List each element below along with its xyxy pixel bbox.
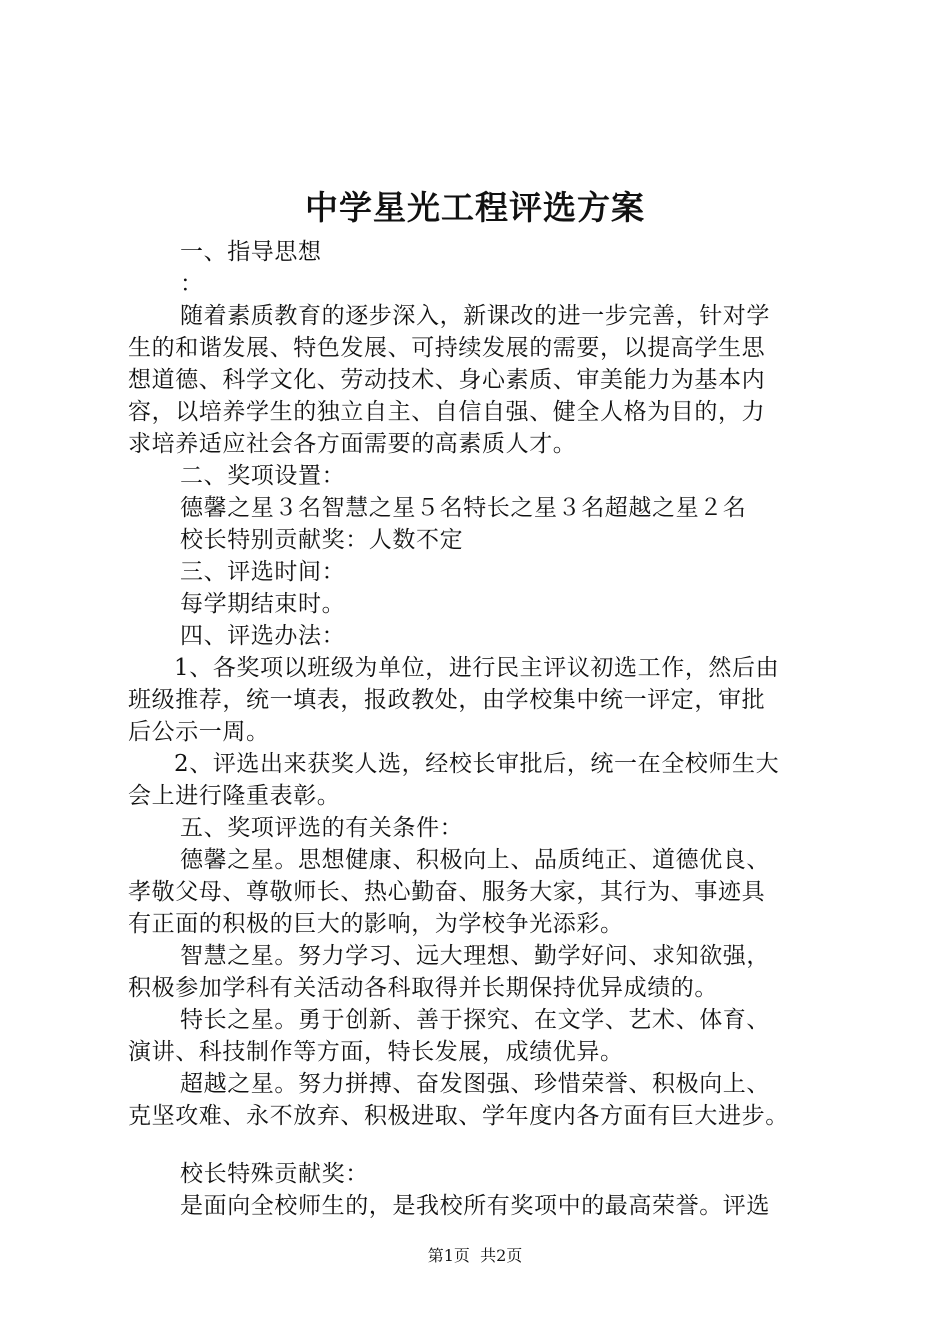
- paragraph-line: 后公示一周。: [128, 719, 270, 745]
- award-list-line: 德馨之星３名智慧之星５名特长之星３名超越之星２名: [180, 495, 747, 521]
- section-heading-award-settings: 二、奖项设置：: [180, 463, 346, 489]
- paragraph-line: 2、评选出来获奖人选，经校长审批后，统一在全校师生大: [174, 751, 780, 777]
- page-footer: 第1页 共2页: [427, 1246, 523, 1265]
- paragraph-line: 特长之星。勇于创新、善于探究、在文学、艺术、体育、: [180, 1007, 770, 1033]
- paragraph-line: 容，以培养学生的独立自主、自信自强、健全人格为目的，力: [128, 399, 766, 425]
- paragraph-line: 生的和谐发展、特色发展、可持续发展的需要，以提高学生思: [128, 335, 766, 361]
- paragraph-line: 想道德、科学文化、劳动技术、身心素质、审美能力为基本内: [128, 367, 766, 393]
- award-list-line: 校长特别贡献奖：人数不定: [180, 527, 464, 553]
- paragraph-line: 随着素质教育的逐步深入，新课改的进一步完善，针对学: [180, 303, 770, 329]
- paragraph-line: 有正面的积极的巨大的影响，为学校争光添彩。: [128, 911, 624, 937]
- paragraph-line: 班级推荐，统一填表，报政教处，由学校集中统一评定，审批: [128, 687, 766, 713]
- section-heading-selection-time: 三、评选时间：: [180, 559, 346, 585]
- paragraph-line: 每学期结束时。: [180, 591, 346, 617]
- paragraph-gap: [128, 1132, 838, 1158]
- section-heading-principal-award: 校长特殊贡献奖：: [180, 1161, 369, 1187]
- paragraph-line: 孝敬父母、尊敬师长、热心勤奋、服务大家，其行为、事迹具: [128, 879, 766, 905]
- paragraph-line: 是面向全校师生的，是我校所有奖项中的最高荣誉。评选: [180, 1193, 770, 1219]
- paragraph-line: 演讲、科技制作等方面，特长发展，成绩优异。: [128, 1039, 624, 1065]
- document-title: 中学星光工程评选方案: [305, 188, 645, 227]
- paragraph-line: 智慧之星。努力学习、远大理想、勤学好问、求知欲强，: [180, 943, 770, 969]
- paragraph-line: 超越之星。努力拼搏、奋发图强、珍惜荣誉、积极向上、: [180, 1071, 770, 1097]
- section-heading-selection-method: 四、评选办法：: [180, 623, 346, 649]
- paragraph-line: 1、各奖项以班级为单位，进行民主评议初选工作，然后由: [174, 655, 780, 681]
- document-body: [128, 236, 838, 1222]
- section-heading-guiding-ideology: 一、指导思想: [180, 239, 322, 265]
- paragraph-line: 德馨之星。思想健康、积极向上、品质纯正、道德优良、: [180, 847, 770, 873]
- section-heading-conditions: 五、奖项评选的有关条件：: [180, 815, 464, 841]
- paragraph-line: 积极参加学科有关活动各科取得并长期保持优异成绩的。: [128, 975, 718, 1001]
- paragraph-line: 会上进行隆重表彰。: [128, 783, 341, 809]
- paragraph-line: 克坚攻难、永不放弃、积极进取、学年度内各方面有巨大进步。: [128, 1103, 789, 1129]
- paragraph-line: 求培养适应社会各方面需要的高素质人才。: [128, 431, 577, 457]
- colon-line: ：: [180, 271, 204, 297]
